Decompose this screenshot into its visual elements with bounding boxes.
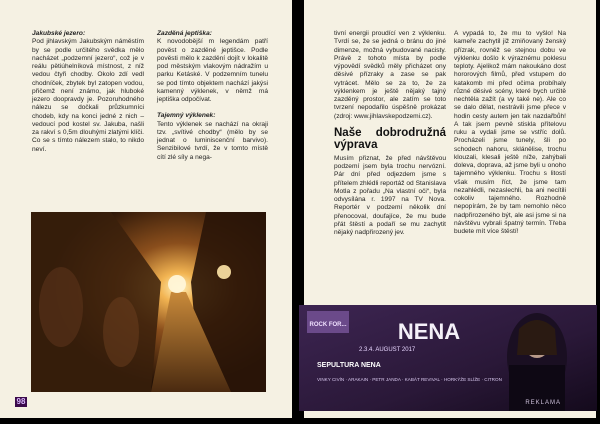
column-1-text: Pod jihlavským Jakubským náměstím by se podle určitého svědka mělo nacházet „podzemní jezero“, což je v reálu pětiúhelníková místnost, z níž vedou čtyři chodby. Okolo zdí vedl chodníček, zbytek byl zatopen vodou, přičemž není známo, jak hluboké jezero doopravdy je. Pozoruhodného nálezu se dočkali průzkumníci chodeb, kdy na konci jedné z nich – vedoucí pod kostel sv. Jakuba, našli za rakví s 0,5m dlouhými zlatými klíči. Co se s tímto nálezem stalo, to nikdo neví. — [32, 38, 144, 153]
tunnel-photo — [31, 212, 266, 392]
column-4 — [454, 30, 566, 236]
advertisement-label: REKLAMA — [525, 400, 561, 406]
column-3 — [334, 30, 446, 237]
advertisement-poster[interactable] — [299, 305, 597, 411]
column-3-text-2: Musím přiznat, že před návštěvou podzemí jsem byla trochu nervózní. Pár dní před odjezdem jsme s přítelem zhlédli reportáž od Stanislava Motla z pořadu „Na vlastní oči“, byla odvysílána r. 1997 na TV Nova. Reportér v podzemí několik dní přenocoval, doufajíce, že mu bude přát štěstí a podaří se mu zachytit nějaký nadpřirozený jev. — [334, 154, 446, 236]
column-2-text-2: Tento výklenek se nachází na okraji tzv. „svítivé chodby“ (mělo by se jednat o luminiscenční barvivo). Senzibilové tvrdí, že v tomto místě cítí zlé síly a nega- — [157, 120, 268, 161]
column-1 — [32, 30, 144, 154]
heading-tajemny-vyklenek: Tajemný výklenek: — [157, 112, 216, 120]
heading-zazdena-jeptiska: Zazděná jeptiška: — [157, 30, 212, 37]
column-2 — [157, 30, 268, 162]
poster-graphic — [299, 305, 597, 411]
page-number: 98 — [16, 397, 26, 406]
poster-headliners: SEPULTURA NENA — [317, 362, 381, 369]
poster-lineup: VINKY CIVÍN · ARAKAIN · PETR JANDA · KABÁT REVIVAL · HORKÝŽE SLÍŽE · CITRON — [317, 377, 502, 382]
heading-jakubske-jezero: Jakubské jezero: — [32, 30, 86, 37]
poster-dates: 2.3.4. AUGUST 2017 — [359, 347, 416, 353]
poster-festival-mark: ROCK FOR... — [309, 322, 347, 328]
left-page — [0, 0, 292, 418]
column-4-text: A vypadá to, že mu to vyšlo! Na kameře zachytil již zmiňovaný ženský přízrak, rovněž se stejnou dobu ve výklenku došlo k výraznému poklesu teploty. Ajelikož mám nakoukáno dost hororových filmů, před vstupem do katakomb mi před očima probíhaly různé děsivé scény, které bych určitě nechtěla zažít (a vy také ne). Ale co se dalo dělat, nestrávili jsme přece v hodin cesty autem jen tak nazdařbůh! A tak jsem pevně stiskla přítelovu ruku a vydali jsme se vstříc dolů. Procházeli jsme tunely, šli po schodech nahoru, sklánělise, trochu klouzali, klesali ještě níže, zahýbali doleva, doprava, až jsme byli u onoho tajemného výklenku. Trochu s litostí však musím říct, že jsme tam nezahlédli, nezaslechli, ba ani necítili cokoliv tajemného. Rozhodně nepopírám, že by tam nemohlo něco nadpřirozeného být, ale asi jsme si na návštěvu vybrali špatný termín. Třeba budete mít více štěstí! — [454, 30, 566, 235]
tunnel-image — [31, 212, 266, 392]
column-3-text-1: tivní energii proudící ven z výklenku. Tvrdí se, že se jedná o bránu do jiné dimenze, možná vybudované nacisty. Právě z tohoto místa by podle výpovědí svědků měly přicházet ony děsivé přízraky a zase se pak vytrácet. Mělo se za to, že za výklenkem je ještě nějaký tajný zazděný prostor, ale zatím se toto tvrzení nepodařilo úspěšně prokázat (zdroj: www.jihlavskepodzemi.cz). — [334, 30, 446, 120]
column-2-text-1: K novodobější m legendám patří pověst o zazděné jeptišce. Podle pověsti mělo k zazdění dojít v lokalitě pod městským vlakovým nádražím u parku Ketáské. V podzemním tunelu se pod tímto objektem nachází jakýsi kamenný výklenek, v němž má jeptiška odpočívat. — [157, 38, 268, 103]
poster-band-name: NENA — [397, 319, 461, 344]
article-heading: Naše dobrodružná výprava — [334, 126, 446, 151]
